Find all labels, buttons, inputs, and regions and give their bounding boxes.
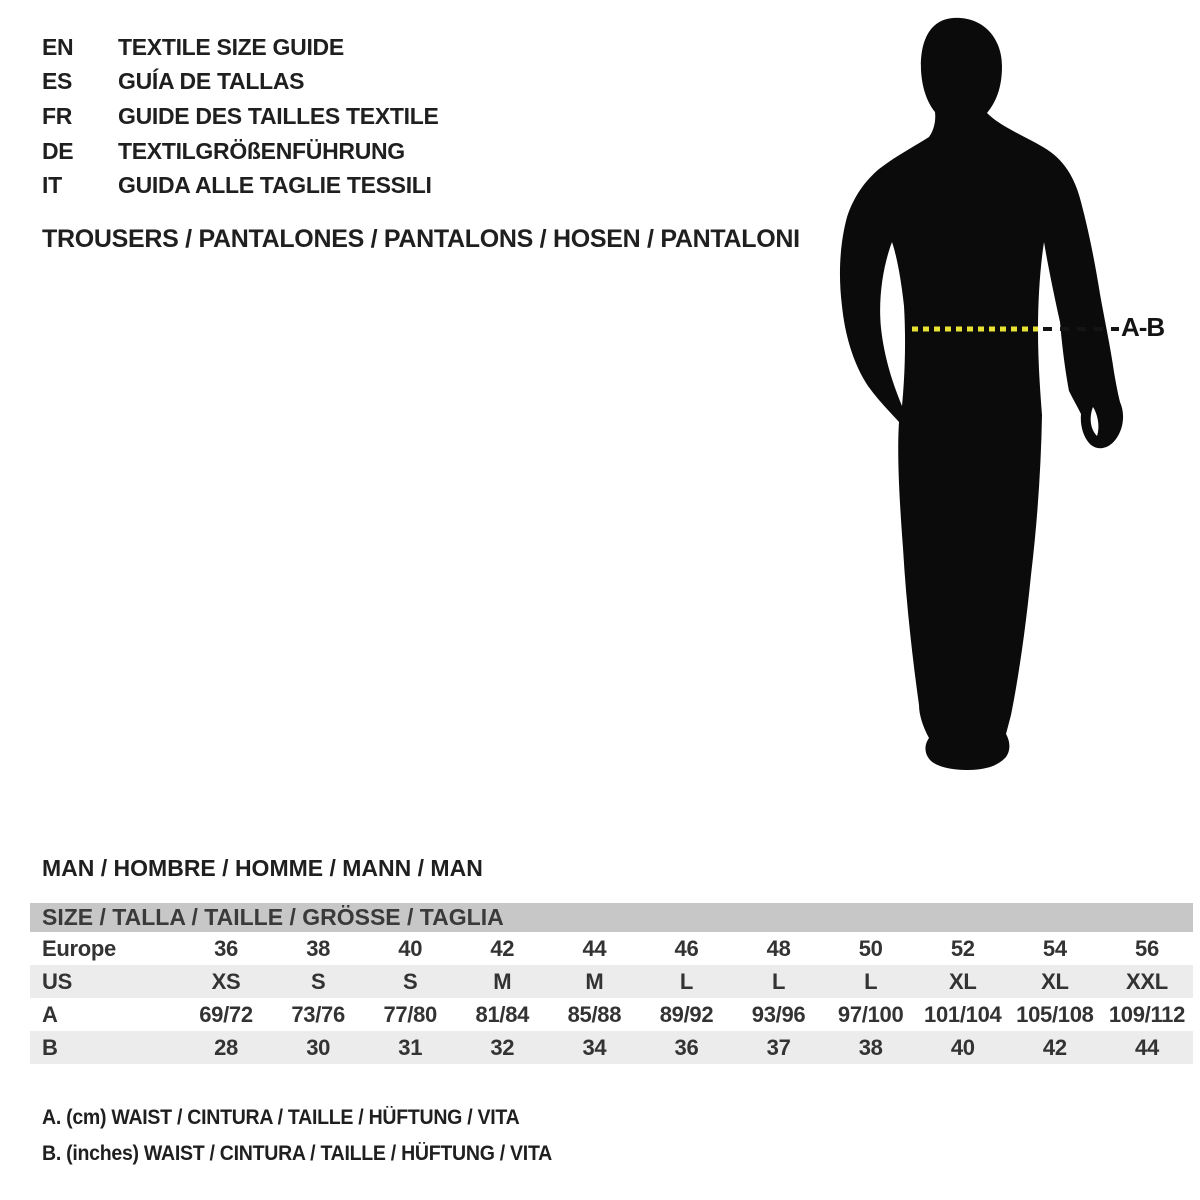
size-cell: 38 (858, 1034, 883, 1060)
table-row-europe (30, 932, 1193, 965)
size-cell: 93/96 (751, 1001, 806, 1027)
waist-measure-label: A-B (1121, 312, 1165, 342)
size-cell: XL (1041, 968, 1069, 994)
size-cell: 48 (766, 935, 791, 961)
table-row-a-cm (30, 998, 1193, 1031)
language-row-it (42, 168, 439, 203)
size-cell: 36 (674, 1034, 699, 1060)
table-row-us (30, 965, 1193, 998)
man-silhouette-figure (820, 10, 1180, 785)
language-code: IT (42, 172, 62, 199)
size-cell: S (403, 968, 418, 994)
language-code: FR (42, 102, 73, 129)
language-code: EN (42, 33, 74, 60)
size-cell: 85/88 (567, 1001, 622, 1027)
size-cell: 28 (214, 1034, 238, 1060)
size-cell: M (585, 968, 604, 994)
size-cell: S (310, 968, 326, 994)
size-cell: 105/108 (1016, 1001, 1094, 1027)
size-cell: 97/100 (837, 1001, 904, 1027)
size-cell: 56 (1135, 935, 1159, 961)
size-cell: XL (949, 968, 977, 994)
size-cell: L (864, 968, 878, 994)
size-cell: 34 (582, 1034, 607, 1060)
size-cell: 81/84 (475, 1001, 530, 1027)
language-label: GUIDE DES TAILLES TEXTILE (118, 102, 439, 129)
category-heading: TROUSERS / PANTALONES / PANTALONS / HOSEN / PANTALONI (42, 225, 800, 253)
size-cell: 69/72 (199, 1001, 253, 1027)
table-row-b-inches (30, 1031, 1193, 1064)
size-cell: 40 (950, 1034, 975, 1060)
language-list (42, 30, 439, 203)
row-label: US (42, 968, 72, 994)
size-cell: 77/80 (383, 1001, 437, 1027)
size-cell: XS (211, 968, 241, 994)
gender-heading: MAN / HOMBRE / HOMME / MANN / MAN (42, 855, 483, 881)
size-cell: 40 (398, 935, 423, 961)
size-cell: 44 (582, 935, 607, 961)
size-cell: 30 (306, 1034, 331, 1060)
language-label: GUÍA DE TALLAS (118, 68, 305, 95)
size-cell: 73/76 (291, 1001, 345, 1027)
size-cell: 109/112 (1108, 1001, 1186, 1027)
size-cell: 46 (674, 935, 699, 961)
language-label: TEXTILE SIZE GUIDE (118, 33, 344, 60)
size-cell: 101/104 (924, 1001, 1002, 1027)
size-table-header: SIZE / TALLA / TAILLE / GRÖSSE / TAGLIA (30, 903, 1193, 932)
language-row-en (42, 30, 439, 65)
size-cell: M (493, 968, 512, 994)
language-label: GUIDA ALLE TAGLIE TESSILI (118, 172, 432, 199)
language-code: DE (42, 137, 74, 164)
size-cell: 32 (490, 1034, 515, 1060)
size-cell: 36 (214, 935, 238, 961)
size-cell: 44 (1135, 1034, 1159, 1060)
row-label: B (42, 1034, 58, 1060)
note-a: A. (cm) WAIST / CINTURA / TAILLE / HÜFTUNG / VITA (42, 1106, 520, 1129)
language-row-fr (42, 99, 439, 134)
language-row-es (42, 65, 439, 100)
size-cell: 42 (1042, 1034, 1067, 1060)
size-cell: 38 (306, 935, 331, 961)
size-cell: 52 (950, 935, 975, 961)
row-label: Europe (42, 935, 116, 961)
size-cell: L (772, 968, 786, 994)
language-code: ES (42, 68, 73, 95)
size-cell: 31 (398, 1034, 423, 1060)
man-silhouette (840, 18, 1123, 770)
size-cell: XXL (1126, 968, 1168, 994)
size-cell: 42 (490, 935, 515, 961)
note-b: B. (inches) WAIST / CINTURA / TAILLE / HÜFTUNG / VITA (42, 1142, 552, 1165)
size-cell: 89/92 (659, 1001, 714, 1027)
row-label: A (42, 1001, 58, 1027)
size-table (30, 903, 1193, 1064)
size-cell: 50 (858, 935, 883, 961)
measurement-notes (42, 1100, 590, 1172)
size-cell: 37 (766, 1034, 791, 1060)
size-cell: 54 (1042, 935, 1067, 961)
size-cell: L (679, 968, 694, 994)
language-row-de (42, 134, 439, 169)
language-label: TEXTILGRÖßENFÜHRUNG (118, 137, 405, 164)
